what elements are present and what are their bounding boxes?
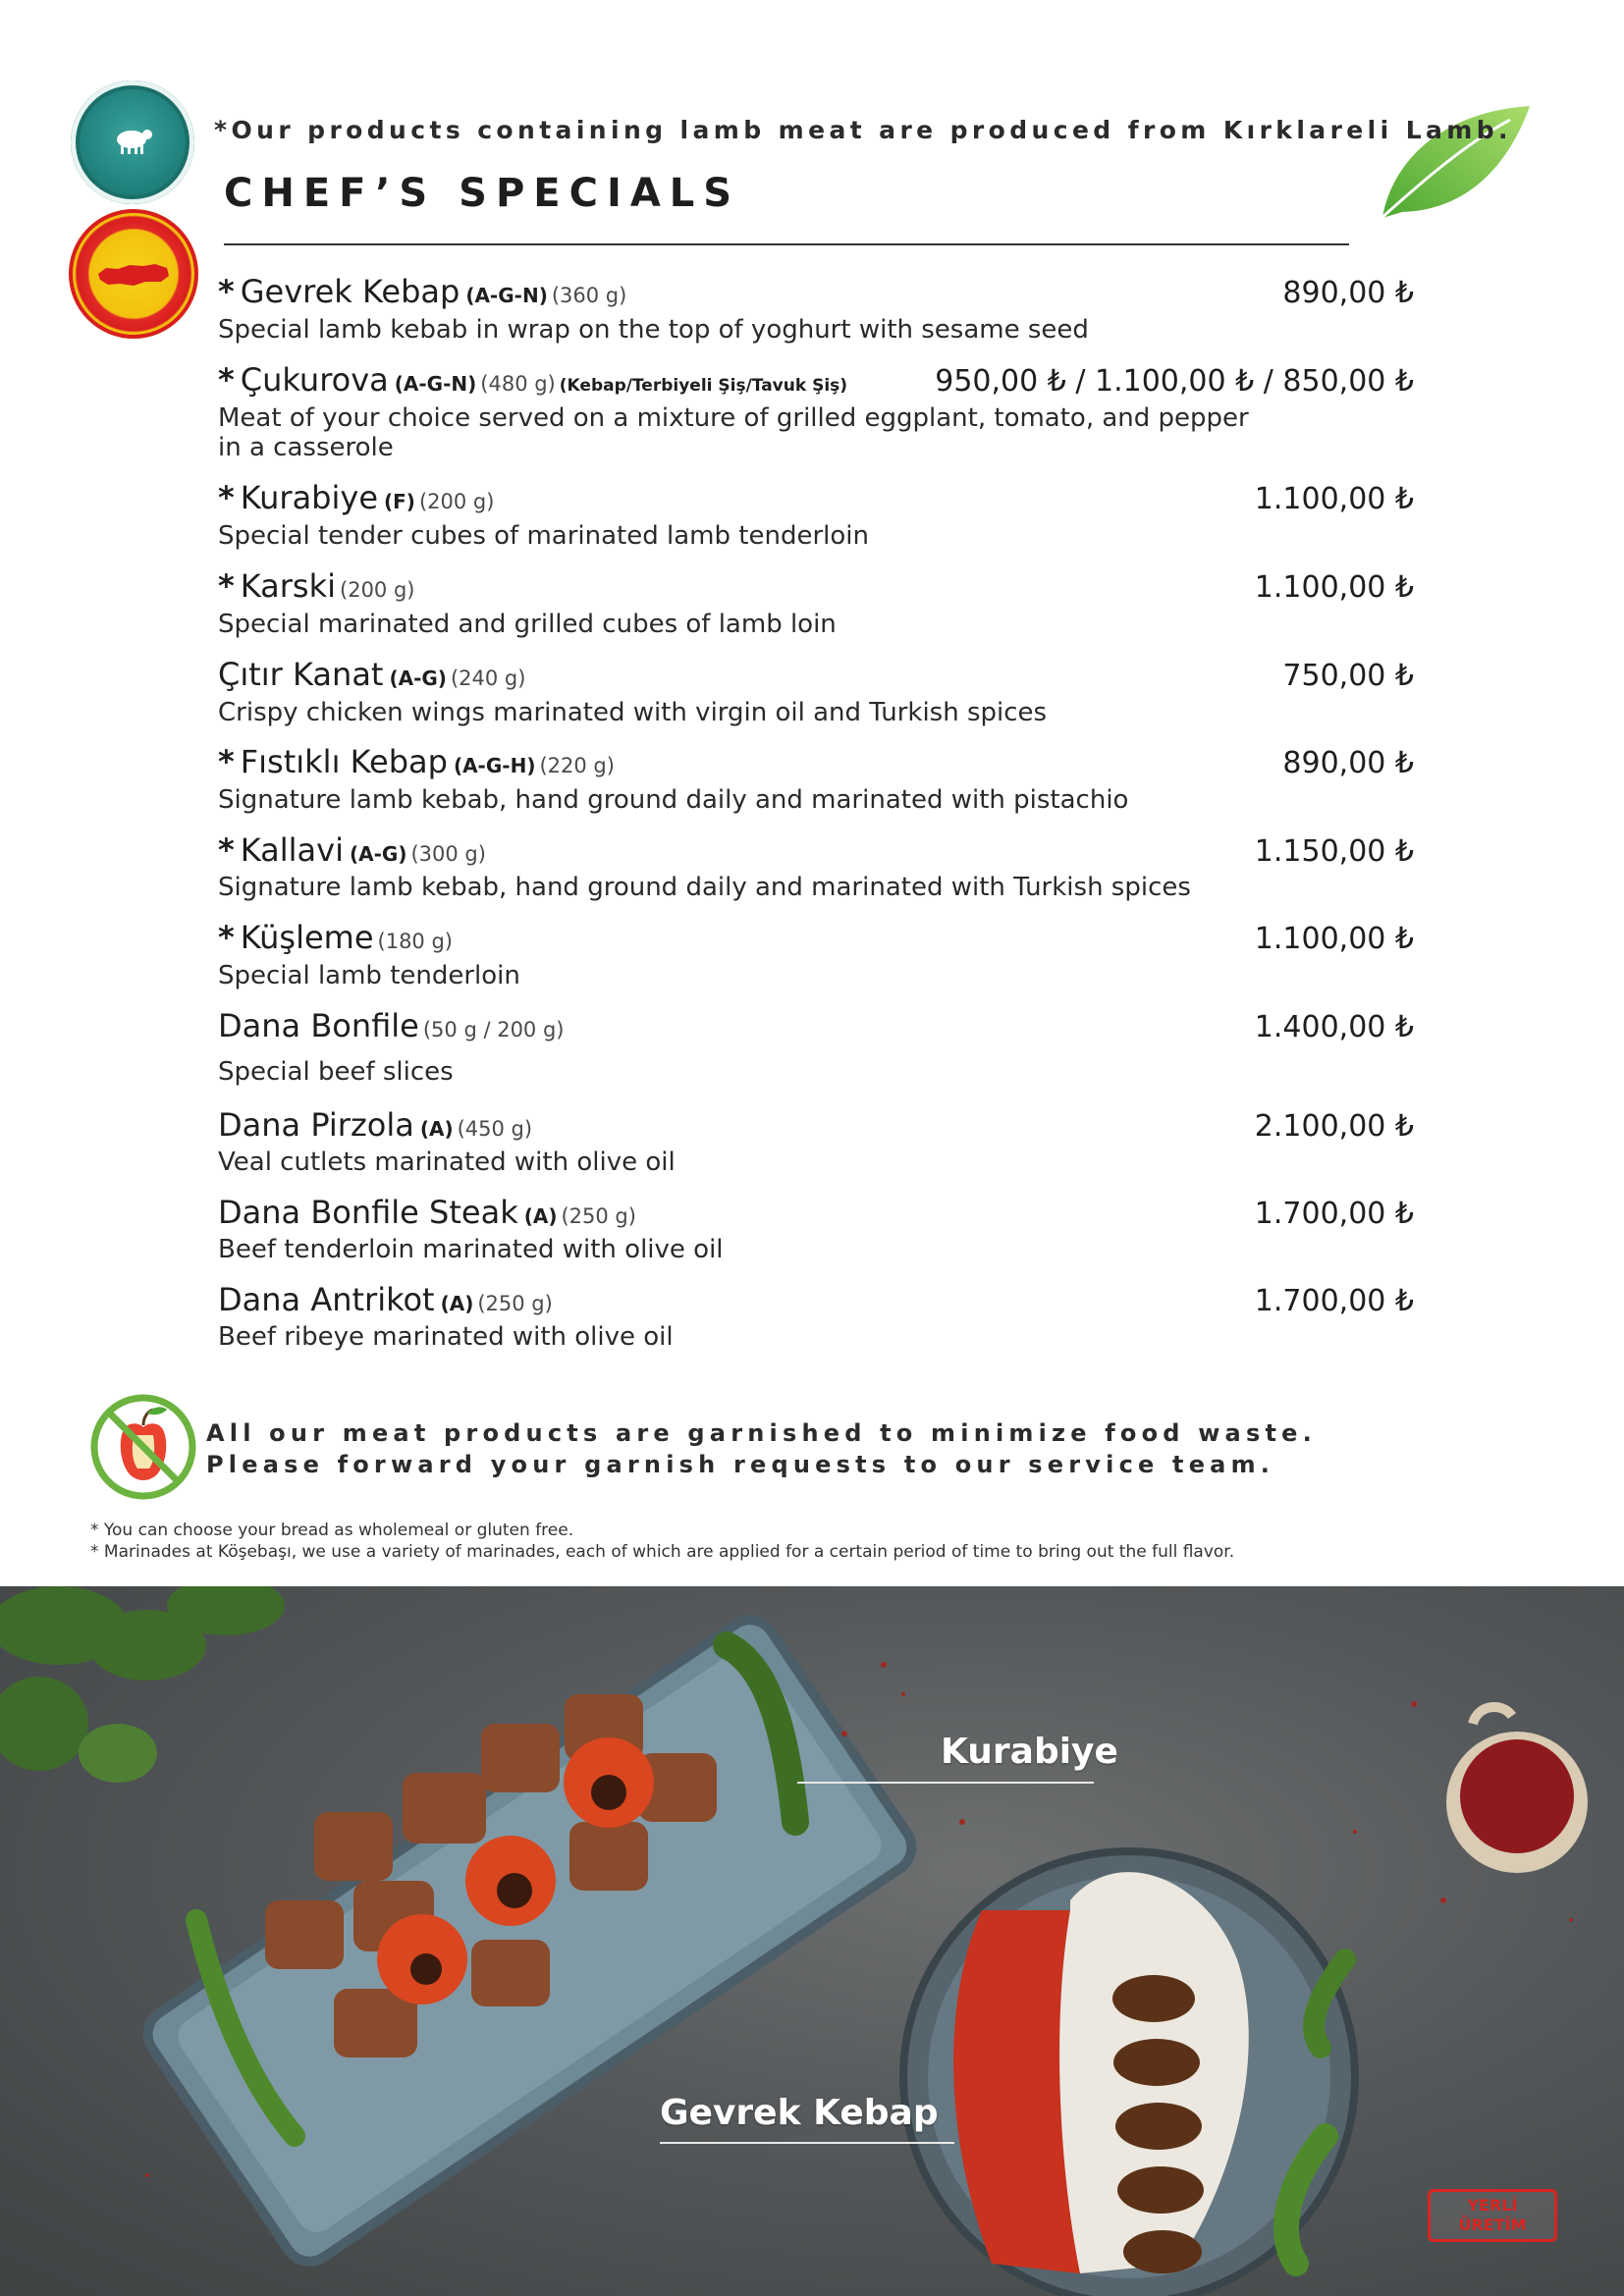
menu-item-allergens: (F) [384,490,415,513]
geographical-indication-badge [69,209,198,339]
menu-item-allergens: (A-G-N) [465,284,548,307]
menu-item-title [218,273,626,314]
menu-item-name: Kurabiye [240,479,378,516]
menu-item-weight: (50 g / 200 g) [422,1018,565,1041]
menu-item-weight: (450 g) [457,1117,533,1141]
menu-item-title [218,1106,532,1148]
menu-item-price: 1.150,00 ₺ [1254,834,1414,869]
menu-item-star: * [218,361,235,399]
menu-item-price: 1.100,00 ₺ [1254,922,1414,956]
menu-item-variants: (Kebap/Terbiyeli Şiş/Tavuk Şiş) [559,376,848,396]
menu-item-title [218,831,486,873]
menu-item-star: * [218,479,235,516]
menu-item-title [218,361,847,404]
menu-item-weight: (250 g) [561,1204,636,1228]
menu-item-star: * [218,831,235,869]
menu-item-title [218,919,453,960]
menu-item-title [218,567,415,609]
photo-label-kurabiye: Kurabiye [941,1732,1118,1772]
menu-item-name: Dana Bonfile [218,1007,419,1044]
menu-item-description: Special lamb kebab in wrap on the top of yoghurt with sesame seed [218,315,1089,345]
menu-item-allergens: (A) [523,1204,558,1228]
menu-item-name: Dana Antrikot [218,1281,435,1318]
no-food-waste-icon [88,1392,198,1502]
menu-item-title [218,1007,565,1048]
menu-item-star: * [218,273,235,310]
menu-item-title [218,1281,553,1322]
food-photo-illustration [0,1586,1624,2296]
menu-item-weight: (360 g) [551,284,627,307]
menu-item-price: 1.700,00 ₺ [1254,1284,1414,1318]
stamp-line-2: ÜRETİM [1458,2216,1527,2234]
menu-item-weight: (250 g) [477,1292,553,1315]
menu-item-description: Special tender cubes of marinated lamb tenderloin [218,521,869,551]
menu-item-description: Meat of your choice served on a mixture of grilled eggplant, tomato, and pepper in a casserole [218,403,1249,462]
waste-notice-line-1: All our meat products are garnished to minimize food waste. [206,1419,1317,1447]
menu-item-price: 950,00 ₺ / 1.100,00 ₺ / 850,00 ₺ [935,364,1414,399]
food-photo [0,1586,1624,2296]
menu-item-description: Veal cutlets marinated with olive oil [218,1148,676,1177]
bread-footnote: * You can choose your bread as wholemeal or gluten free. [90,1521,574,1540]
menu-item-star: * [218,919,235,956]
menu-item-description: Signature lamb kebab, hand ground daily and marinated with pistachio [218,785,1129,815]
menu-item-title [218,1194,636,1235]
menu-item-name: Karski [240,567,337,605]
menu-item-weight: (220 g) [539,754,615,777]
menu-item-weight: (180 g) [377,930,453,953]
menu-item-weight: (240 g) [450,667,526,690]
stamp-line-1: YERLİ [1467,2196,1518,2215]
menu-item-price: 1.100,00 ₺ [1254,570,1414,605]
menu-item-price: 2.100,00 ₺ [1254,1109,1414,1144]
menu-item-allergens: (A) [419,1117,454,1141]
menu-item-price: 890,00 ₺ [1282,746,1414,780]
menu-item-star: * [218,567,235,605]
menu-item-price: 1.700,00 ₺ [1254,1197,1414,1231]
parsley-garnish [0,1586,285,1783]
photo-label-gevrek-kebap-line [660,2142,954,2144]
menu-item-title [218,743,615,784]
menu-item-title [218,479,494,520]
kirklareli-lamb-badge [71,80,194,204]
menu-item-description: Special beef slices [218,1057,454,1087]
menu-item-star: * [218,743,235,780]
menu-item-name: Gevrek Kebap [240,273,460,310]
lamb-icon [110,124,155,155]
menu-item-allergens: (A-G-N) [394,372,477,396]
menu-item-description: Beef tenderloin marinated with olive oil [218,1235,724,1264]
turkey-map-icon [96,260,171,290]
menu-item-description: Special lamb tenderloin [218,961,520,990]
menu-item-weight: (200 g) [418,490,495,513]
menu-item-title [218,656,525,697]
menu-item-name: Dana Bonfile Steak [218,1194,518,1231]
lamb-origin-note: *Our products containing lamb meat are produced from Kırklareli Lamb. [214,116,1512,144]
menu-item-allergens: (A) [440,1292,474,1315]
menu-item-weight: (200 g) [340,578,415,602]
menu-item-name: Çukurova [240,361,389,399]
menu-item-allergens: (A-G) [349,842,407,866]
page-title: CHEF’S SPECIALS [224,171,741,216]
menu-item-description: Signature lamb kebab, hand ground daily and marinated with Turkish spices [218,873,1191,902]
title-divider [224,243,1349,245]
menu-item-price: 890,00 ₺ [1282,276,1414,310]
waste-notice-line-2: Please forward your garnish requests to our service team. [206,1451,1275,1478]
menu-item-allergens: (A-G) [389,667,447,690]
menu-item-price: 1.400,00 ₺ [1254,1010,1414,1044]
menu-item-weight: (300 g) [410,842,486,866]
menu-item-name: Fıstıklı Kebap [240,743,448,780]
marinades-footnote: * Marinades at Köşebaşı, we use a variety of marinades, each of which are applied for a certain period of time to bring out the full flavor. [90,1542,1235,1562]
menu-item-allergens: (A-G-H) [453,754,536,777]
menu-item-price: 750,00 ₺ [1282,659,1414,693]
menu-item-name: Dana Pirzola [218,1106,414,1144]
yerli-uretim-stamp [1428,2189,1557,2242]
menu-item-description: Beef ribeye marinated with olive oil [218,1322,674,1352]
menu-item-description: Special marinated and grilled cubes of lamb loin [218,610,837,639]
menu-item-description: Crispy chicken wings marinated with virgin oil and Turkish spices [218,698,1048,727]
menu-item-name: Kallavi [240,831,344,869]
photo-label-kurabiye-line [797,1782,1094,1784]
menu-item-name: Çıtır Kanat [218,656,384,693]
menu-item-price: 1.100,00 ₺ [1254,482,1414,516]
photo-label-gevrek-kebap: Gevrek Kebap [660,2093,939,2133]
menu-item-weight: (480 g) [480,372,556,396]
menu-item-name: Küşleme [240,919,374,956]
